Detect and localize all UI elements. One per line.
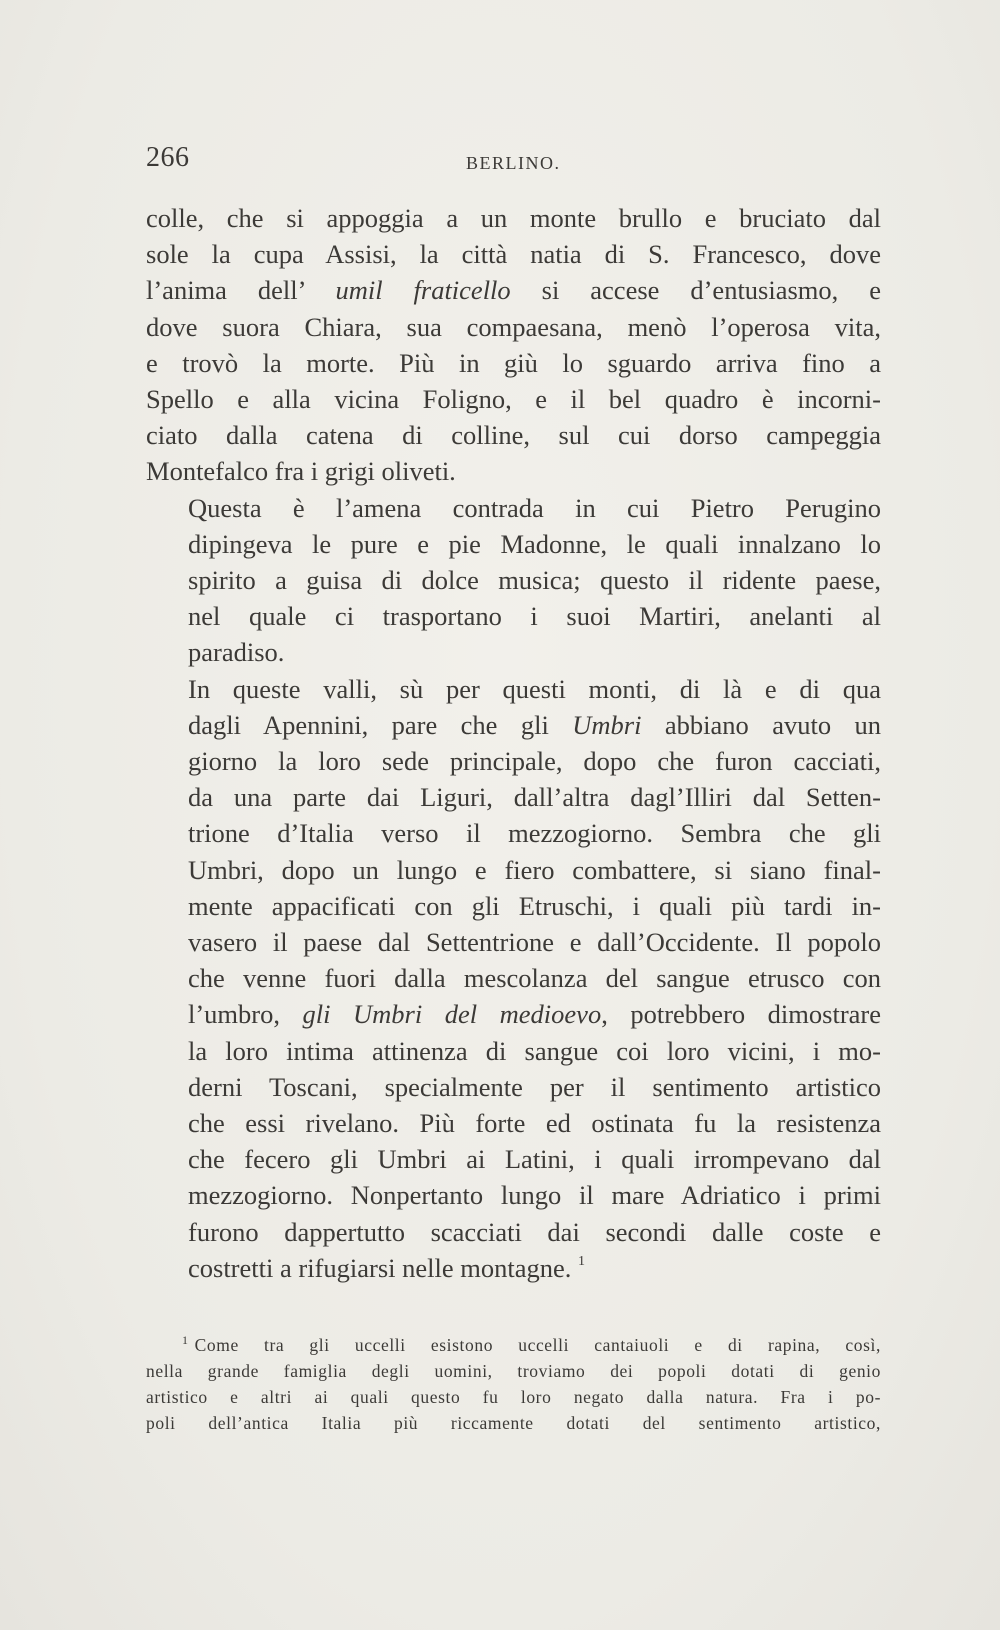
text-line: In queste valli, sù per questi monti, di là e di qua	[188, 673, 881, 704]
text-line: mente appacificati con gli Etruschi, i quali più tardi in-	[188, 890, 881, 921]
text-line: sole la cupa Assisi, la città natia di S. Francesco, dove	[146, 239, 881, 270]
text-line: paradiso.	[188, 637, 285, 668]
text-line: che essi rivelano. Più forte ed ostinata fu la resistenza	[188, 1108, 881, 1139]
text-line: l’anima dell’ umil fraticello si accese d’entusiasmo, e	[146, 275, 882, 306]
italic-phrase: umil fraticello	[335, 275, 511, 306]
text-line: spirito a guisa di dolce musica; questo il ridente paese,	[188, 565, 881, 596]
text-line: da una parte dai Liguri, dall’altra dagl’Illiri dal Setten-	[188, 782, 881, 813]
text-line: colle, che si appoggia a un monte brullo e bruciato dal	[146, 203, 881, 233]
footnotes	[146, 1332, 881, 1436]
text-line: che venne fuori dalla mescolanza del sangue etrusco con	[188, 963, 881, 994]
page-header	[146, 140, 881, 180]
text-line: Questa è l’amena contrada in cui Pietro Perugino	[188, 492, 881, 523]
text-line: Montefalco fra i grigi oliveti.	[146, 456, 456, 487]
text-line: trione d’Italia verso il mezzogiorno. Sembra che gli	[188, 818, 881, 849]
page-number: 266	[146, 142, 190, 173]
footnote-line: poli dell’antica Italia più riccamente dotati del sentimento artistico,	[146, 1413, 881, 1433]
text-line: che fecero gli Umbri ai Latini, i quali irrompevano dal	[188, 1144, 881, 1175]
text-line: Umbri, dopo un lungo e fiero combattere, si siano final-	[188, 854, 881, 885]
footnote-line: $^1$ Come tra gli uccelli esistono uccelli cantaiuoli e di rapina, così,	[182, 1333, 881, 1355]
text-line: mezzogiorno. Nonpertanto lungo il mare Adriatico i primi	[188, 1180, 881, 1211]
footnote-marker: 1	[182, 1333, 189, 1347]
text-line: derni Toscani, specialmente per il sentimento artistico	[188, 1071, 881, 1102]
paragraph-3	[146, 671, 881, 1286]
italic-phrase: Umbri	[572, 709, 642, 740]
footnote-line: nella grande famiglia degli uomini, troviamo dei popoli dotati di genio	[146, 1361, 881, 1381]
text-line: giorno la loro sede principale, dopo che furon cacciati,	[188, 746, 881, 777]
body-text	[146, 200, 881, 1286]
paragraph-2	[146, 490, 881, 671]
text-line: dipingeva le pure e pie Madonne, le quali innalzano lo	[188, 528, 881, 559]
text-line: l’umbro, gli Umbri del medioevo, potrebbero dimostrare	[188, 999, 881, 1030]
text-line: dagli Apennini, pare che gli Umbri abbiano avuto un	[188, 709, 882, 740]
text-line: dove suora Chiara, sua compaesana, menò l’operosa vita,	[146, 311, 881, 342]
italic-phrase: gli Umbri del medioevo	[302, 999, 602, 1030]
text-line: vasero il paese dal Settentrione e dall’Occidente. Il popolo	[188, 927, 881, 958]
text-line: costretti a rifugiarsi nelle montagne. $^1$	[188, 1252, 586, 1283]
text-line: Spello e alla vicina Foligno, e il bel quadro è incorni-	[146, 384, 881, 415]
paragraph-1	[146, 200, 881, 490]
footnote-line: artistico e altri ai quali questo fu loro negato dalla natura. Fra i po-	[146, 1387, 881, 1407]
text-line: e trovò la morte. Più in giù lo sguardo arriva fino a	[146, 347, 881, 378]
text-line: la loro intima attinenza di sangue coi loro vicini, i mo-	[188, 1035, 881, 1066]
footnote-reference[interactable]: 1	[578, 1253, 586, 1269]
text-line: furono dappertutto scacciati dai secondi dalle coste e	[188, 1216, 881, 1247]
text-line: nel quale ci trasportano i suoi Martiri, anelanti al	[188, 601, 881, 632]
text-line: ciato dalla catena di colline, sul cui dorso campeggia	[146, 420, 881, 451]
running-head: BERLINO.	[466, 153, 561, 173]
